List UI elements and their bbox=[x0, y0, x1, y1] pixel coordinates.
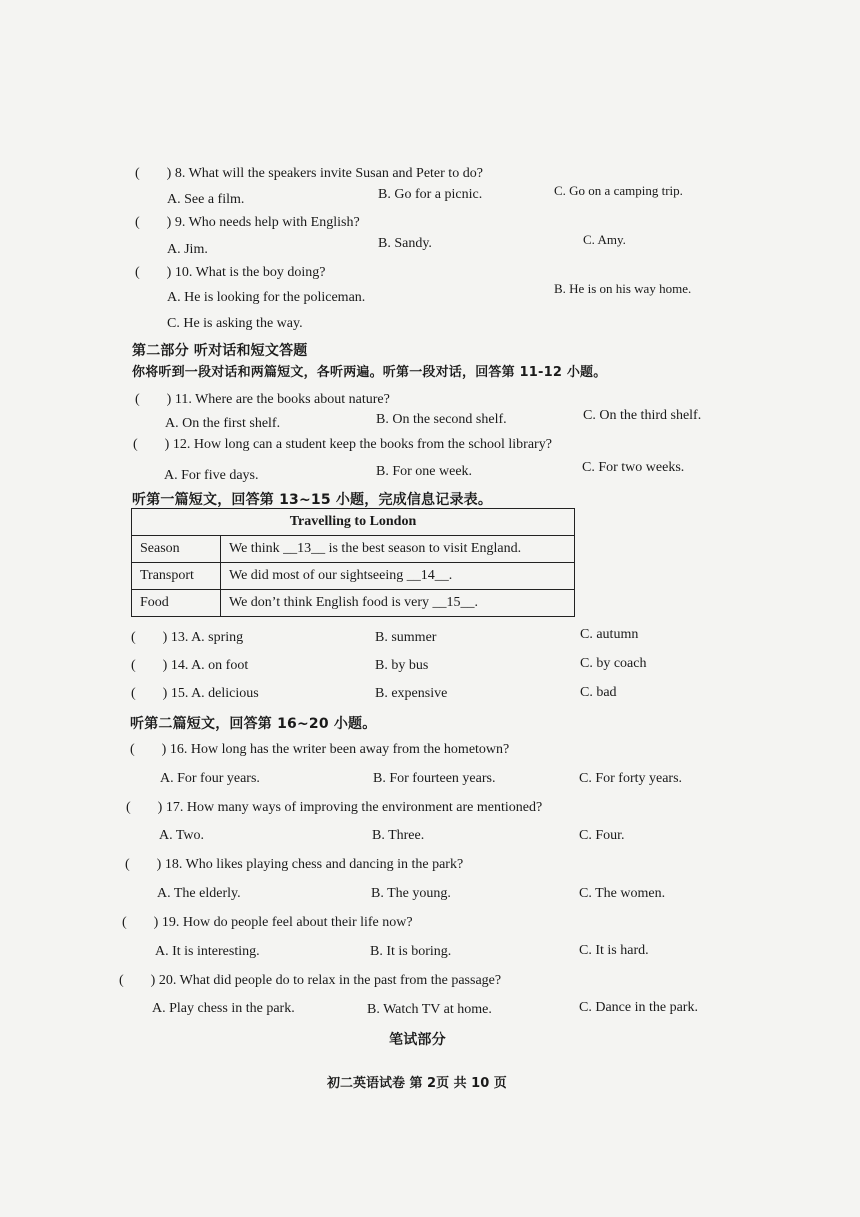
option-a: A. The elderly. bbox=[157, 886, 241, 901]
option-c: C. He is asking the way. bbox=[167, 316, 303, 331]
answer-paren-close: ) bbox=[162, 630, 168, 645]
question-text: 18. Who likes playing chess and dancing in the park? bbox=[164, 857, 464, 872]
question-10 bbox=[135, 265, 325, 281]
row-label: Season bbox=[132, 536, 221, 563]
option-b: B. On the second shelf. bbox=[376, 412, 507, 427]
answer-paren-open: ( bbox=[131, 658, 136, 673]
question-8 bbox=[135, 166, 483, 182]
option-b: B. summer bbox=[375, 630, 437, 645]
option-c: C. For forty years. bbox=[579, 771, 683, 786]
table-row bbox=[132, 590, 575, 617]
option-a: A. Play chess in the park. bbox=[152, 1001, 295, 1016]
option-a: A. Two. bbox=[159, 828, 205, 843]
info-table bbox=[131, 508, 575, 617]
row-content: We think __13__ is the best season to visit England. bbox=[221, 536, 575, 563]
answer-paren-close: ) bbox=[150, 973, 156, 988]
option-b: B. He is on his way home. bbox=[554, 281, 692, 296]
option-b: B. Sandy. bbox=[378, 236, 432, 251]
question-16 bbox=[130, 742, 509, 758]
option-b: B. For one week. bbox=[376, 464, 473, 479]
option-a: A. He is looking for the policeman. bbox=[167, 290, 366, 305]
option-a: A. Jim. bbox=[167, 242, 208, 257]
question-11 bbox=[135, 392, 390, 408]
answer-paren-open: ( bbox=[131, 630, 136, 645]
question-12 bbox=[133, 437, 552, 453]
question-9 bbox=[135, 215, 360, 231]
option-c: C. Four. bbox=[579, 828, 625, 843]
question-15 bbox=[131, 686, 259, 702]
answer-paren-open: ( bbox=[135, 265, 140, 280]
answer-paren-open: ( bbox=[126, 800, 131, 815]
answer-paren-close: ) bbox=[166, 166, 172, 181]
option-c: C. It is hard. bbox=[579, 943, 649, 958]
option-b: B. Three. bbox=[372, 828, 425, 843]
answer-paren-close: ) bbox=[161, 742, 167, 757]
answer-paren-close: ) bbox=[162, 658, 168, 673]
answer-paren-close: ) bbox=[157, 800, 163, 815]
answer-paren-open: ( bbox=[135, 166, 140, 181]
table-row bbox=[132, 563, 575, 590]
answer-paren-close: ) bbox=[164, 437, 170, 452]
answer-paren-open: ( bbox=[122, 915, 127, 930]
option-b: B. Go for a picnic. bbox=[378, 187, 483, 202]
question-text: 8. What will the speakers invite Susan and Peter to do? bbox=[174, 166, 483, 181]
answer-paren-close: ) bbox=[153, 915, 159, 930]
answer-paren-close: ) bbox=[166, 392, 172, 407]
option-c: C. autumn bbox=[580, 627, 639, 642]
row-label: Transport bbox=[132, 563, 221, 590]
option-c: C. bad bbox=[580, 685, 617, 700]
page-footer: 初二英语试卷 第 2页 共 10 页 bbox=[327, 1076, 507, 1091]
question-text: 11. Where are the books about nature? bbox=[174, 392, 390, 407]
passage2-instruction: 听第二篇短文，回答第 16~20 小题。 bbox=[130, 716, 377, 732]
question-18 bbox=[125, 857, 463, 873]
option-a: A. For five days. bbox=[164, 468, 259, 483]
option-a: A. For four years. bbox=[160, 771, 260, 786]
table-row bbox=[132, 536, 575, 563]
option-b: B. expensive bbox=[375, 686, 448, 701]
question-20 bbox=[119, 973, 501, 989]
answer-paren-open: ( bbox=[119, 973, 124, 988]
question-text: 15. A. delicious bbox=[170, 686, 259, 701]
answer-paren-open: ( bbox=[131, 686, 136, 701]
answer-paren-open: ( bbox=[130, 742, 135, 757]
written-section-title: 笔试部分 bbox=[389, 1032, 446, 1048]
question-14 bbox=[131, 658, 248, 674]
option-b: B. by bus bbox=[375, 658, 429, 673]
answer-paren-open: ( bbox=[133, 437, 138, 452]
answer-paren-close: ) bbox=[162, 686, 168, 701]
option-a: A. See a film. bbox=[167, 192, 245, 207]
question-text: 12. How long can a student keep the books from the school library? bbox=[172, 437, 552, 452]
option-c: C. For two weeks. bbox=[582, 460, 685, 475]
answer-paren-open: ( bbox=[125, 857, 130, 872]
section-title: 第二部分 听对话和短文答题 bbox=[132, 343, 308, 359]
option-c: C. by coach bbox=[580, 656, 647, 671]
row-label: Food bbox=[132, 590, 221, 617]
answer-paren-close: ) bbox=[166, 265, 172, 280]
option-b: B. It is boring. bbox=[370, 944, 452, 959]
answer-paren-close: ) bbox=[166, 215, 172, 230]
row-content: We did most of our sightseeing __14__. bbox=[221, 563, 575, 590]
question-text: 10. What is the boy doing? bbox=[174, 265, 326, 280]
answer-paren-close: ) bbox=[156, 857, 162, 872]
option-c: C. Go on a camping trip. bbox=[554, 183, 683, 198]
question-17 bbox=[126, 800, 542, 816]
option-c: C. The women. bbox=[579, 886, 666, 901]
question-13 bbox=[131, 630, 243, 646]
passage1-instruction: 听第一篇短文，回答第 13~15 小题，完成信息记录表。 bbox=[132, 492, 493, 508]
option-c: C. Amy. bbox=[583, 232, 626, 247]
question-19 bbox=[122, 915, 413, 931]
question-text: 9. Who needs help with English? bbox=[174, 215, 360, 230]
answer-paren-open: ( bbox=[135, 215, 140, 230]
option-a: A. It is interesting. bbox=[155, 944, 260, 959]
question-text: 19. How do people feel about their life now? bbox=[161, 915, 413, 930]
option-b: B. For fourteen years. bbox=[373, 771, 496, 786]
question-text: 16. How long has the writer been away from the hometown? bbox=[169, 742, 510, 757]
option-b: B. Watch TV at home. bbox=[367, 1002, 492, 1017]
section-instruction: 你将听到一段对话和两篇短文，各听两遍。听第一段对话，回答第 11-12 小题。 bbox=[132, 365, 607, 380]
option-c: C. Dance in the park. bbox=[579, 1000, 698, 1015]
question-text: 14. A. on foot bbox=[170, 658, 249, 673]
question-text: 20. What did people do to relax in the past from the passage? bbox=[158, 973, 502, 988]
row-content: We don’t think English food is very __15__. bbox=[221, 590, 575, 617]
question-text: 13. A. spring bbox=[170, 630, 244, 645]
answer-paren-open: ( bbox=[135, 392, 140, 407]
option-b: B. The young. bbox=[371, 886, 451, 901]
option-c: C. On the third shelf. bbox=[583, 408, 702, 423]
table-title-row bbox=[132, 509, 575, 536]
option-a: A. On the first shelf. bbox=[165, 416, 281, 431]
table-title: Travelling to London bbox=[132, 509, 575, 536]
question-text: 17. How many ways of improving the environment are mentioned? bbox=[165, 800, 543, 815]
